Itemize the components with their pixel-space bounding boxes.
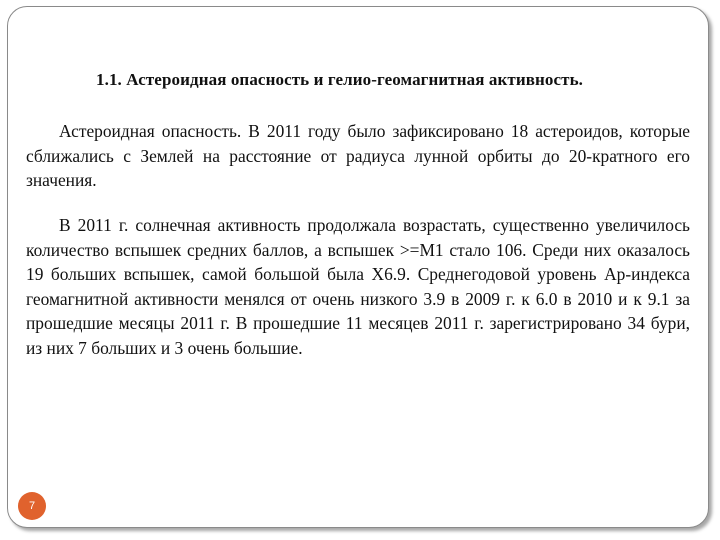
page-number-badge: 7 xyxy=(18,492,46,520)
paragraph-asteroid-hazard: Астероидная опасность. В 2011 году было зафиксировано 18 астероидов, которые сближались с Землей на расстояние от радиуса лунной орбиты до 20-кратного его значения. xyxy=(26,121,690,190)
paragraph-solar-activity: В 2011 г. солнечная активность продолжала возрастать, существенно увеличилось количество вспышек средних баллов, а вспышек >=M1 стало 106. Среди них оказалось 19 больших вспышек, самой большой была X6.9. Среднегодовой уровень Ap-индекса геомагнитной активности менялся от очень низкого 3.9 в 2009 г. к 6.0 в 2010 и к 9.1 за прошедшие месяцы 2011 г. В прошедшие 11 месяцев 2011 г. зарегистрировано 34 бури, из них 7 больших и 3 очень большие. xyxy=(26,215,690,358)
section-title: 1.1. Астероидная опасность и гелио-геомагнитная активность. xyxy=(96,70,584,89)
